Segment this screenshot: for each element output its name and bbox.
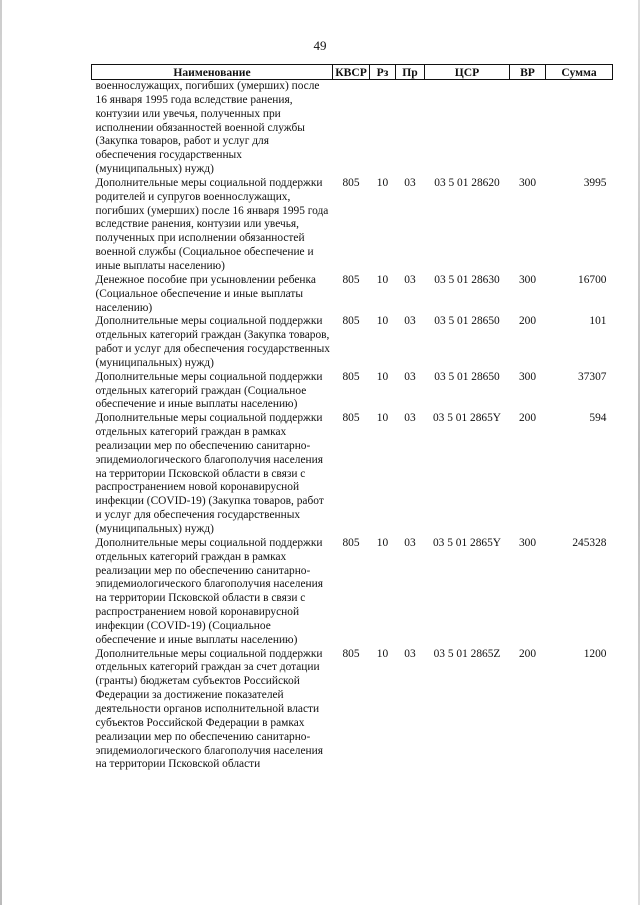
row-vr: 300 — [518, 536, 537, 549]
row-csr — [425, 80, 510, 177]
header-sum: Сумма — [546, 65, 613, 80]
row-vr: 200 — [518, 315, 537, 328]
row-csr: 03 5 01 28630 — [434, 273, 500, 286]
row-rz — [370, 80, 396, 177]
table-row — [92, 648, 613, 773]
row-kvsr: 805 — [342, 412, 360, 425]
row-vr — [510, 80, 546, 177]
table-body — [92, 80, 613, 773]
row-name: Денежное пособие при усыновлении ребенка (Социальное обеспечение и иные выплаты населению) — [95, 273, 316, 314]
row-pr: 03 — [404, 536, 416, 549]
row-kvsr: 805 — [342, 647, 360, 660]
page-number: 49 — [313, 38, 327, 53]
row-pr: 03 — [404, 273, 416, 286]
row-name: Дополнительные меры социальной поддержки отдельных категорий граждан в рамках реализации мер по обеспечению санитарно-эпидемиологического благополучия населения на территории Псковской области в связи с распространением новой коронавирусной инфекции (COVID-19) (Закупка товаров, работ и услуг для обеспечения государственных (муниципальных) нужд) — [95, 412, 324, 535]
row-csr: 03 5 01 2865Z — [433, 647, 501, 660]
row-kvsr: 805 — [342, 176, 360, 189]
header-csr: ЦСР — [425, 65, 510, 80]
row-pr: 03 — [404, 176, 416, 189]
row-csr: 03 5 01 28620 — [434, 176, 500, 189]
row-name: Дополнительные меры социальной поддержки отдельных категорий граждан (Закупка товаров, работ и услуг для обеспечения государственных (муниципальных) нужд) — [95, 315, 330, 369]
row-rz: 10 — [376, 176, 389, 189]
row-vr: 300 — [518, 370, 537, 383]
header-rz: Рз — [370, 65, 396, 80]
row-sum: 594 — [589, 412, 607, 425]
header-pr: Пр — [396, 65, 425, 80]
row-rz: 10 — [376, 315, 389, 328]
row-sum: 1200 — [583, 647, 607, 660]
row-rz: 10 — [376, 370, 389, 383]
row-sum: 101 — [589, 315, 607, 328]
row-pr: 03 — [404, 370, 416, 383]
table-row — [92, 80, 613, 177]
table-row — [92, 315, 613, 370]
scan-edge-left — [0, 0, 2, 905]
row-kvsr: 805 — [342, 273, 360, 286]
row-vr: 300 — [518, 176, 537, 189]
row-pr — [396, 80, 425, 177]
row-rz: 10 — [376, 412, 389, 425]
row-sum: 16700 — [578, 273, 607, 286]
budget-table — [91, 64, 613, 772]
row-sum: 3995 — [583, 176, 607, 189]
row-vr: 200 — [518, 647, 537, 660]
row-csr: 03 5 01 28650 — [434, 315, 500, 328]
row-kvsr: 805 — [342, 315, 360, 328]
row-name: военнослужащих, погибших (умерших) после 16 января 1995 года вследствие ранения, контузии или увечья, полученных при исполнении обязанностей военной службы (Закупка товаров, работ и услуг для обеспечения государственных (муниципальных) нужд) — [95, 80, 320, 176]
row-name: Дополнительные меры социальной поддержки родителей и супругов военнослужащих, погибших (умерших) после 16 января 1995 года вследствие ранения, контузии или увечья, полученных при исполнении обязанностей военной службы (Социальное обеспечение и иные выплаты населению) — [95, 176, 329, 272]
row-kvsr: 805 — [342, 536, 360, 549]
table-row — [92, 177, 613, 274]
row-rz: 10 — [376, 647, 389, 660]
header-kvsr: КВСР — [333, 65, 370, 80]
table-row — [92, 537, 613, 648]
table-row — [92, 274, 613, 316]
table-row — [92, 412, 613, 537]
row-name: Дополнительные меры социальной поддержки отдельных категорий граждан за счет дотации (гранты) бюджетам субъектов Российской Федерации за достижение показателей деятельности органов исполнительной власти субъектов Российской Федерации в рамках реализации мер по обеспечению санитарно-эпидемиологического благополучия населения на территории Псковской области — [95, 647, 323, 771]
row-sum: 37307 — [578, 370, 607, 383]
row-csr: 03 5 01 28650 — [434, 370, 500, 383]
row-csr: 03 5 01 2865Y — [432, 412, 502, 425]
row-sum: 245328 — [572, 536, 607, 549]
row-csr: 03 5 01 2865Y — [432, 536, 502, 549]
row-rz: 10 — [376, 273, 389, 286]
header-name: Наименование — [92, 65, 333, 80]
row-vr: 300 — [518, 273, 537, 286]
row-pr: 03 — [404, 412, 416, 425]
row-pr: 03 — [404, 315, 416, 328]
table-header — [92, 65, 613, 80]
row-pr: 03 — [404, 647, 416, 660]
row-name: Дополнительные меры социальной поддержки отдельных категорий граждан в рамках реализации мер по обеспечению санитарно-эпидемиологического благополучия населения на территории Псковской области в связи с распространением новой коронавирусной инфекции (COVID-19) (Социальное обеспечение и иные выплаты населению) — [95, 536, 323, 646]
header-vr: ВР — [510, 65, 546, 80]
row-kvsr — [333, 80, 370, 177]
row-name: Дополнительные меры социальной поддержки отдельных категорий граждан (Социальное обеспечение и иные выплаты населению) — [95, 370, 323, 411]
row-vr: 200 — [518, 412, 537, 425]
table-row — [92, 371, 613, 413]
row-kvsr: 805 — [342, 370, 360, 383]
row-rz: 10 — [376, 536, 389, 549]
row-sum — [546, 80, 613, 177]
